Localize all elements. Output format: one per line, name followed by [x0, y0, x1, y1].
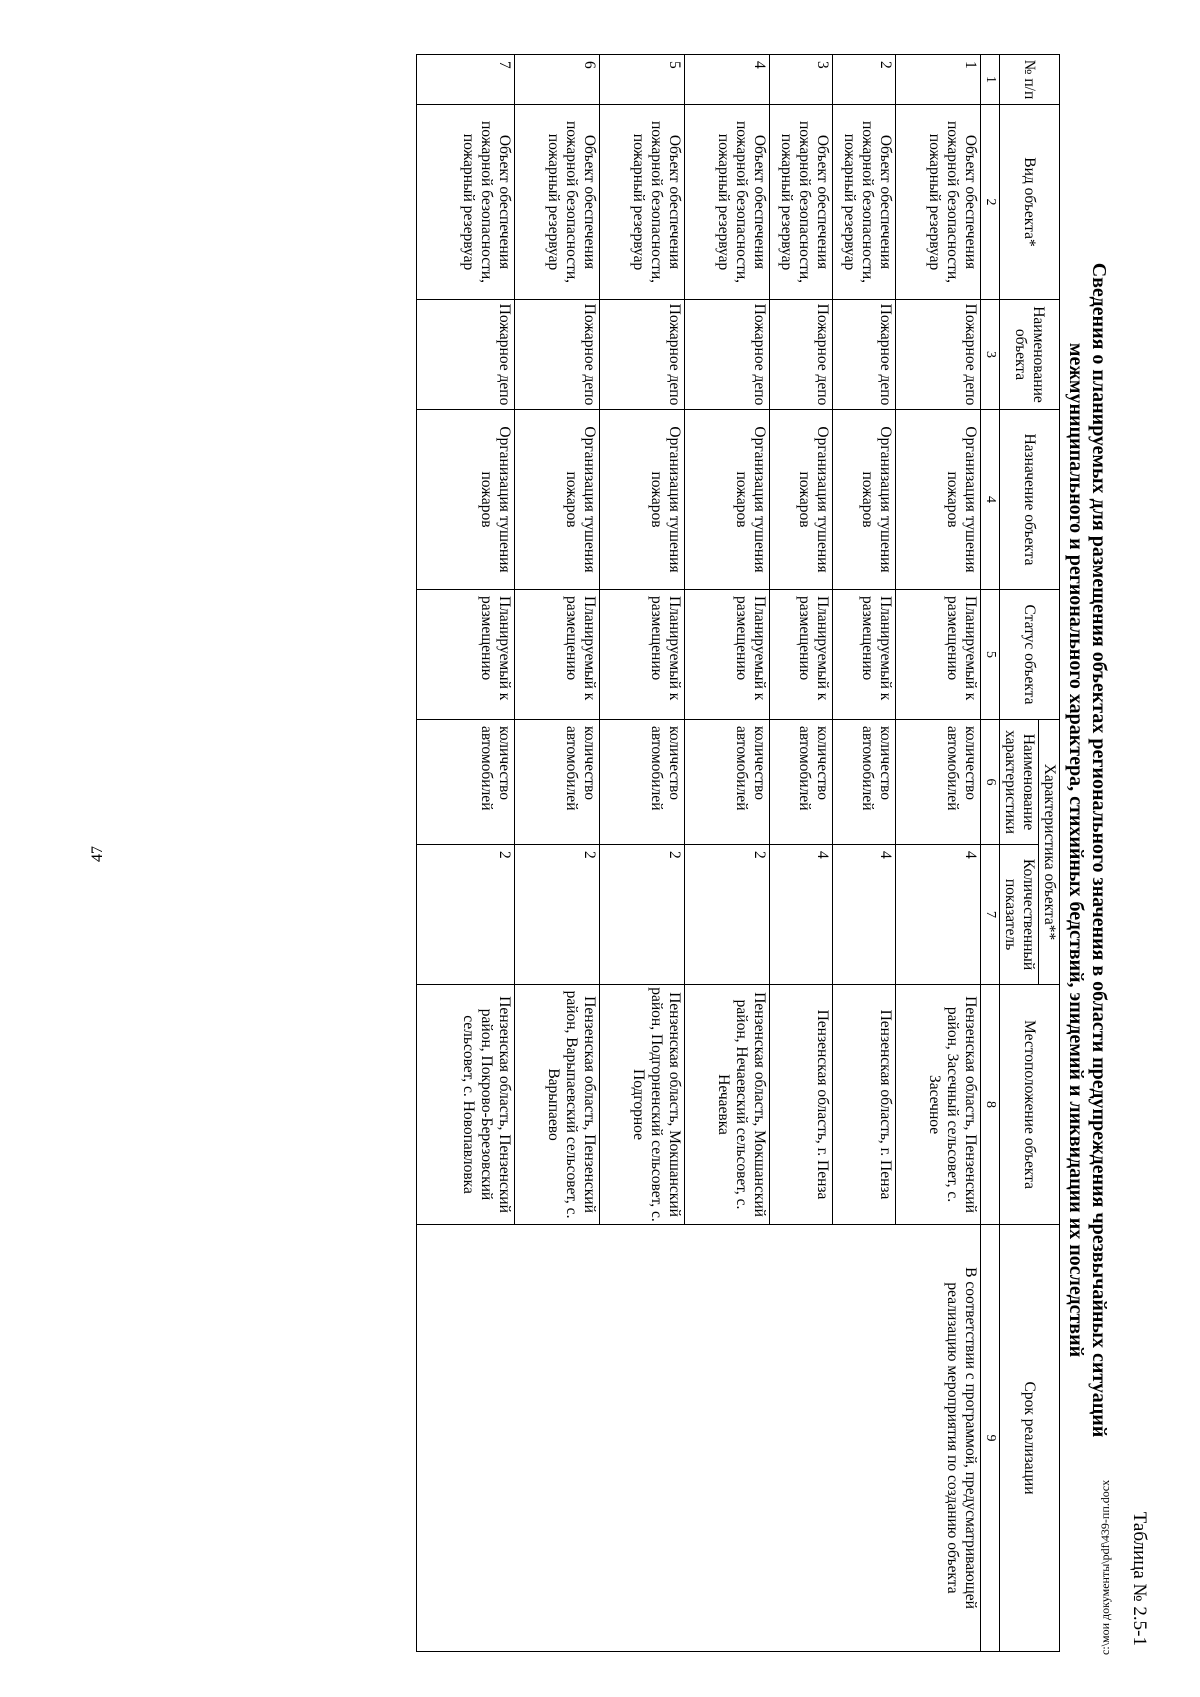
title-line-2: межмуниципального и регионального характера, стихийных бедствий, эпидемий и ликвидации их последствий	[1065, 342, 1087, 1358]
header-num: № п/п	[1000, 55, 1060, 105]
object-name: Пожарное депо	[600, 300, 685, 410]
objects-table	[416, 54, 1060, 1652]
characteristic-value: 2	[417, 845, 515, 985]
object-type: Объект обеспечения пожарной безопасности, пожарный резервуар	[600, 105, 685, 300]
table-row	[896, 55, 981, 1652]
object-location: Пензенская область, г. Пенза	[770, 985, 833, 1225]
characteristic-value: 2	[600, 845, 685, 985]
row-number: 4	[685, 55, 770, 105]
header-char-value: Количественный показатель	[1000, 845, 1039, 985]
object-name: Пожарное депо	[417, 300, 515, 410]
characteristic-value: 4	[770, 845, 833, 985]
col-number: 7	[981, 845, 1000, 985]
object-purpose: Организация тушения пожаров	[600, 410, 685, 590]
header-location: Местоположение объекта	[1000, 985, 1060, 1225]
row-number: 7	[417, 55, 515, 105]
object-status: Планируемый к размещению	[515, 590, 600, 720]
characteristic-name: количество автомобилей	[770, 720, 833, 845]
characteristic-name: количество автомобилей	[417, 720, 515, 845]
header-name: Наименование объекта	[1000, 300, 1060, 410]
row-number: 6	[515, 55, 600, 105]
object-type: Объект обеспечения пожарной безопасности, пожарный резервуар	[833, 105, 896, 300]
page-number: 47	[89, 846, 106, 862]
object-purpose: Организация тушения пожаров	[770, 410, 833, 590]
object-status: Планируемый к размещению	[417, 590, 515, 720]
object-type: Объект обеспечения пожарной безопасности, пожарный резервуар	[896, 105, 981, 300]
object-location: Пензенская область, Пензенский район, Варыпаевский сельсовет, с. Варыпаево	[515, 985, 600, 1225]
header-status: Статус объекта	[1000, 590, 1060, 720]
footer-file-path: c:\мои документы\pdf\439-пп.docx	[1098, 1479, 1112, 1655]
header-row	[1039, 55, 1060, 1652]
object-location: Пензенская область, Мокшанский район, Нечаевский сельсовет, с. Нечаевка	[685, 985, 770, 1225]
header-type: Вид объекта*	[1000, 105, 1060, 300]
row-number: 2	[833, 55, 896, 105]
object-purpose: Организация тушения пожаров	[896, 410, 981, 590]
col-number: 1	[981, 55, 1000, 105]
col-number: 5	[981, 590, 1000, 720]
row-number: 5	[600, 55, 685, 105]
header-char-name: Наименование характеристики	[1000, 720, 1039, 845]
characteristic-value: 4	[896, 845, 981, 985]
object-name: Пожарное депо	[515, 300, 600, 410]
object-location: Пензенская область, Пензенский район, Засечный сельсовет, с. Засечное	[896, 985, 981, 1225]
characteristic-name: количество автомобилей	[833, 720, 896, 845]
characteristic-name: количество автомобилей	[896, 720, 981, 845]
characteristic-value: 2	[685, 845, 770, 985]
col-number: 6	[981, 720, 1000, 845]
object-name: Пожарное депо	[770, 300, 833, 410]
object-status: Планируемый к размещению	[770, 590, 833, 720]
object-location: Пензенская область, г. Пенза	[833, 985, 896, 1225]
row-number: 3	[770, 55, 833, 105]
object-status: Планируемый к размещению	[685, 590, 770, 720]
table-number: Таблица № 2.5-1	[1129, 1511, 1150, 1646]
object-type: Объект обеспечения пожарной безопасности, пожарный резервуар	[515, 105, 600, 300]
object-purpose: Организация тушения пожаров	[833, 410, 896, 590]
object-purpose: Организация тушения пожаров	[685, 410, 770, 590]
header-characteristic: Характеристика объекта**	[1039, 720, 1060, 985]
object-status: Планируемый к размещению	[833, 590, 896, 720]
col-number: 3	[981, 300, 1000, 410]
col-number: 2	[981, 105, 1000, 300]
rotated-page-content	[275, 40, 1160, 1660]
col-number: 8	[981, 985, 1000, 1225]
characteristic-value: 4	[833, 845, 896, 985]
col-number: 9	[981, 1225, 1000, 1652]
header-purpose: Назначение объекта	[1000, 410, 1060, 590]
characteristic-name: количество автомобилей	[600, 720, 685, 845]
object-type: Объект обеспечения пожарной безопасности, пожарный резервуар	[770, 105, 833, 300]
implementation-term: В соответствии с программой, предусматривающей реализацию мероприятия по созданию объекта	[417, 1225, 981, 1652]
table-title	[1064, 40, 1110, 1660]
object-purpose: Организация тушения пожаров	[417, 410, 515, 590]
object-name: Пожарное депо	[685, 300, 770, 410]
row-number: 1	[896, 55, 981, 105]
object-name: Пожарное депо	[833, 300, 896, 410]
object-type: Объект обеспечения пожарной безопасности, пожарный резервуар	[417, 105, 515, 300]
characteristic-name: количество автомобилей	[685, 720, 770, 845]
column-number-row	[981, 55, 1000, 1652]
object-location: Пензенская область, Мокшанский район, Подгорненский сельсовет, с. Подгорное	[600, 985, 685, 1225]
object-type: Объект обеспечения пожарной безопасности, пожарный резервуар	[685, 105, 770, 300]
col-number: 4	[981, 410, 1000, 590]
characteristic-value: 2	[515, 845, 600, 985]
object-status: Планируемый к размещению	[600, 590, 685, 720]
characteristic-name: количество автомобилей	[515, 720, 600, 845]
object-name: Пожарное депо	[896, 300, 981, 410]
object-status: Планируемый к размещению	[896, 590, 981, 720]
title-line-1: Сведения о планируемых для размещения объектах регионального значения в области предупреждения чрезвычайных ситуаций	[1088, 262, 1110, 1438]
header-term: Срок реализации	[1000, 1225, 1060, 1652]
object-location: Пензенская область, Пензенский район, Покрово-Березовский сельсовет, с. Новопавловка	[417, 985, 515, 1225]
object-purpose: Организация тушения пожаров	[515, 410, 600, 590]
